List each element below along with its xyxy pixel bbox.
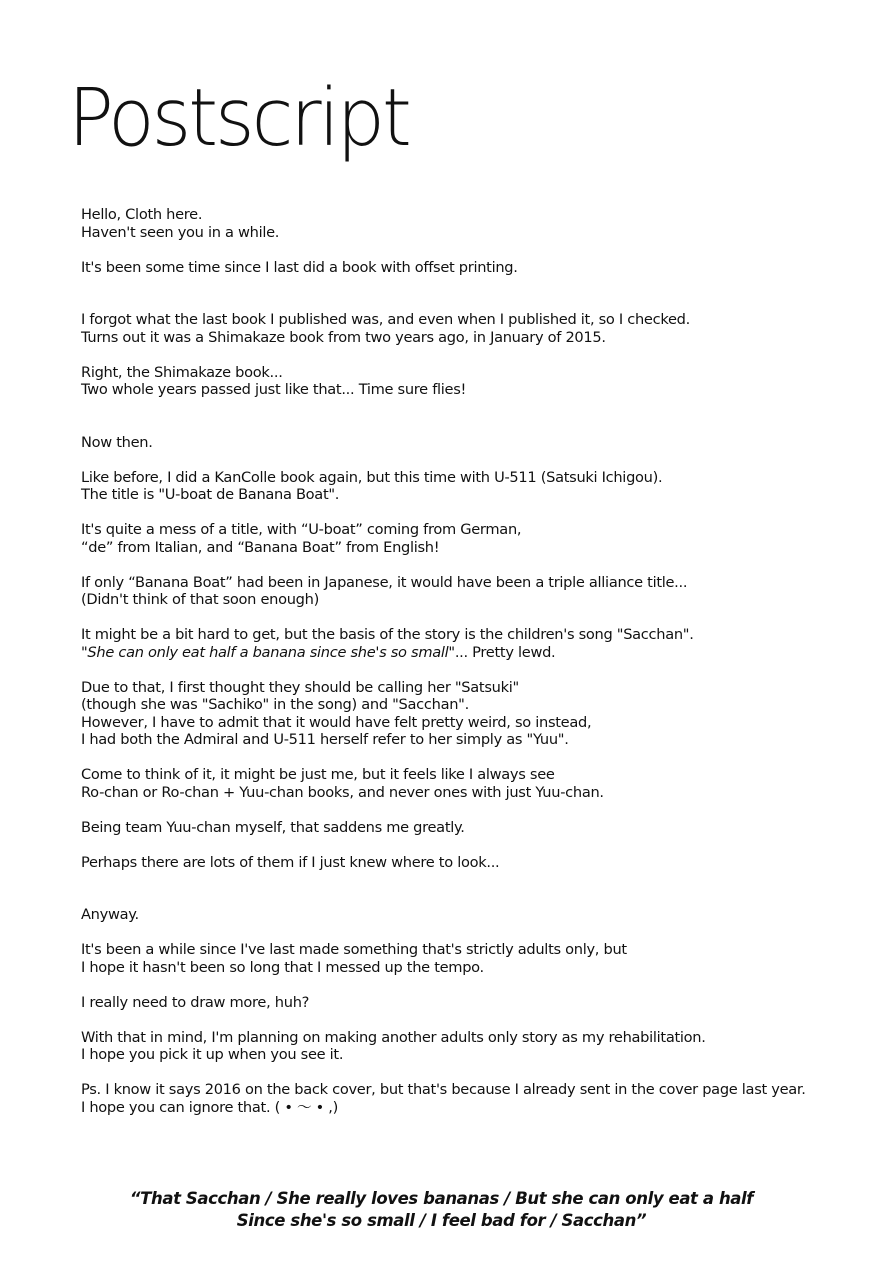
paragraph — [81, 1081, 841, 1116]
paragraph-gap — [81, 836, 841, 854]
song-lyrics — [0, 1188, 883, 1232]
paragraph — [81, 311, 841, 346]
paragraph — [81, 906, 841, 924]
paragraph — [81, 469, 841, 504]
paragraph-gap — [81, 976, 841, 994]
text-line: (Didn't think of that soon enough) — [81, 591, 319, 608]
paragraph-gap — [81, 399, 841, 434]
paragraph — [81, 574, 841, 609]
text-line: I hope you can ignore that. ( • 〜 • ,) — [81, 1098, 339, 1116]
text-line: I forgot what the last book I published was, and even when I published it, so I checked. — [81, 311, 690, 328]
text-line: “de” from Italian, and “Banana Boat” from English! — [81, 538, 440, 556]
paragraph — [81, 364, 841, 399]
text-line: Hello, Cloth here. — [81, 206, 203, 223]
text-line: Haven't seen you in a while. — [81, 223, 280, 241]
text-line: Two whole years passed just like that... Time sure flies! — [81, 381, 467, 398]
text-line: I really need to draw more, huh? — [81, 993, 310, 1011]
text-line: With that in mind, I'm planning on making another adults only story as my rehabilitation. — [81, 1028, 706, 1046]
text-line: Anyway. — [81, 906, 139, 923]
text-line: However, I have to admit that it would have felt pretty weird, so instead, — [81, 713, 592, 731]
paragraph-gap — [81, 661, 841, 679]
paragraph-gap — [81, 924, 841, 942]
text-line: Ps. I know it says 2016 on the back cover, but that's because I already sent in the cover page last year. — [81, 1081, 806, 1098]
text-line: Turns out it was a Shimakaze book from two years ago, in January of 2015. — [81, 328, 606, 346]
paragraph — [81, 1029, 841, 1064]
text-line: It might be a bit hard to get, but the basis of the story is the children's song "Sacchan". — [81, 626, 694, 643]
paragraph — [81, 854, 841, 872]
lyric-line: Since she's so small / I feel bad for / Sacchan” — [236, 1211, 647, 1230]
paragraph-gap — [81, 609, 841, 627]
paragraph — [81, 206, 841, 241]
paragraph — [81, 679, 841, 749]
paragraph — [81, 941, 841, 976]
text-line: (though she was "Sachiko" in the song) and "Sacchan". — [81, 696, 469, 713]
text-line: It's been some time since I last did a book with offset printing. — [81, 258, 518, 276]
text-line: I hope it hasn't been so long that I messed up the tempo. — [81, 958, 484, 976]
paragraph-gap — [81, 1011, 841, 1029]
paragraph-gap — [81, 1064, 841, 1082]
text-line: Come to think of it, it might be just me, but it feels like I always see — [81, 766, 555, 783]
paragraph — [81, 819, 841, 837]
text-line: Due to that, I first thought they should be calling her "Satsuki" — [81, 678, 519, 696]
paragraph-gap — [81, 276, 841, 311]
paragraph — [81, 626, 841, 661]
text-line: The title is "U-boat de Banana Boat". — [81, 486, 340, 503]
text-line: Being team Yuu-chan myself, that saddens me greatly. — [81, 818, 465, 836]
text-line: I had both the Admiral and U-511 herself refer to her simply as "Yuu". — [81, 731, 569, 748]
paragraph — [81, 994, 841, 1012]
text-line: Perhaps there are lots of them if I just knew where to look... — [81, 853, 500, 871]
paragraph — [81, 259, 841, 277]
text-line: It's quite a mess of a title, with “U-boat” coming from German, — [81, 521, 522, 538]
paragraph — [81, 766, 841, 801]
paragraph-gap — [81, 451, 841, 469]
text-line: Ro-chan or Ro-chan + Yuu-chan books, and never ones with just Yuu-chan. — [81, 783, 604, 801]
paragraph-gap — [81, 241, 841, 259]
lyric-line: “That Sacchan / She really loves bananas / But she can only eat a half — [129, 1189, 754, 1208]
text-line: "She can only eat half a banana since she's so small"... Pretty lewd. — [81, 643, 556, 661]
text-line: I hope you pick it up when you see it. — [81, 1046, 344, 1063]
postscript-body — [81, 206, 841, 1116]
text-line: Right, the Shimakaze book... — [81, 363, 283, 381]
paragraph-gap — [81, 346, 841, 364]
text-line: Like before, I did a KanColle book again, but this time with U-511 (Satsuki Ichigou). — [81, 468, 663, 486]
page-title: Postscript — [68, 70, 409, 165]
paragraph — [81, 521, 841, 556]
paragraph-gap — [81, 504, 841, 522]
paragraph-gap — [81, 801, 841, 819]
paragraph — [81, 434, 841, 452]
text-line: If only “Banana Boat” had been in Japanese, it would have been a triple alliance title... — [81, 573, 688, 591]
paragraph-gap — [81, 749, 841, 767]
text-line: It's been a while since I've last made something that's strictly adults only, but — [81, 941, 627, 958]
paragraph-gap — [81, 871, 841, 906]
paragraph-gap — [81, 556, 841, 574]
text-line: Now then. — [81, 433, 153, 451]
